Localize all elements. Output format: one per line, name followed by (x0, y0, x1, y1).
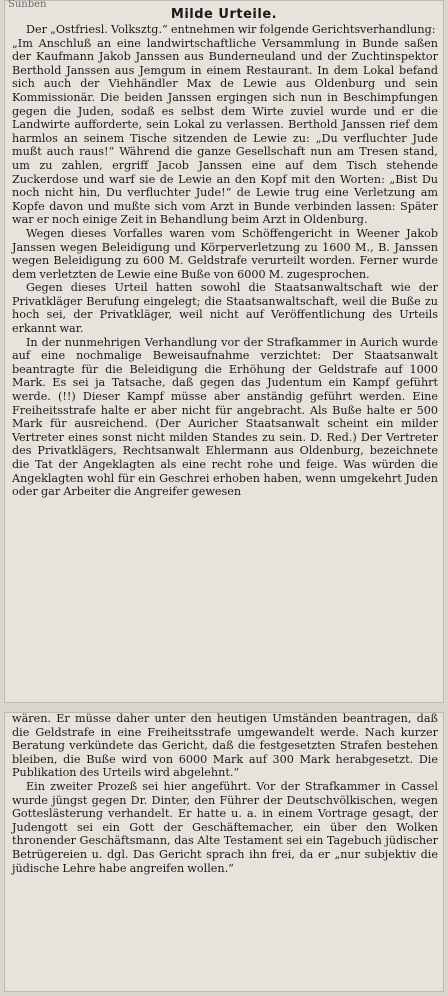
cut-off-fragment: Sunben (8, 0, 47, 7)
article-paragraph: Ein zweiter Prozeß sei hier angeführt. Vor der Strafkammer in Cassel wurde jüngst gegen Dr. Dinter, den Führer der Deutschvölkischen, wegen Gotteslästerung verhandelt. Er hatte u. a. in einem Vortrage gesagt, der Judengott sei ein Gott der Geschäftemacher, ein über den Wolken thronender Geschäftsmann, das Alte Testament sei ein Tagebuch jüdischer Betrügereien u. dgl. Das Gericht sprach ihn frei, da er „nur subjektiv die jüdische Lehre habe angreifen wollen.“ (12, 779, 438, 875)
article-paragraph: wären. Er müsse daher unter den heutigen Umständen beantragen, daß die Geldstrafe in eine Freiheitsstrafe umgewandelt werde. Nach kurzer Beratung verkündete das Gericht, daß die festgesetzten Strafen bestehen bleiben, die Buße wird von 6000 Mark auf 300 Mark herabgesetzt. Die Publikation des Urteils wird abgelehnt.“ (12, 712, 438, 780)
article-paragraph: Gegen dieses Urteil hatten sowohl die Staatsanwaltschaft wie der Privatkläger Berufung eingelegt; die Staatsanwaltschaft, weil die Buße zu hoch sei, der Privatkläger, weil nicht auf Veröffentlichung des Urteils erkannt war. (12, 281, 438, 336)
clipping-part-two (4, 712, 444, 992)
article-title: Milde Urteile. (170, 7, 278, 22)
article-paragraph: In der nunmehrigen Verhandlung vor der Strafkammer in Aurich wurde auf eine nochmalige Beweisaufnahme verzichtet: Der Staatsanwalt beantragte für die Beleidigung die Erhöhung der Geldstrafe auf 1000 Mark. Es sei ja Tatsache, daß gegen das Judentum ein Kampf geführt werde. (!!) Dieser Kampf müsse aber anständig geführt werden. Eine Freiheitsstrafe halte er aber nicht für angebracht. Als Buße halte er 500 Mark für ausreichend. (Der Auricher Staatsanwalt scheint ein milder Vertreter eines sonst nicht milden Standes zu sein. D. Red.) Der Vertreter des Privatklägers, Rechtsanwalt Ehlermann aus Oldenburg, bezeichnete die Tat der Angeklagten als eine recht rohe und feige. Was würden die Angeklagten wohl für ein Geschrei erhoben haben, wenn umgekehrt Juden oder gar Arbeiter die Angreifer gewesen (12, 335, 438, 499)
clipping-part-one (4, 0, 444, 703)
article-paragraph: Wegen dieses Vorfalles waren vom Schöffengericht in Weener Jakob Janssen wegen Beleidigung und Körperverletzung zu 1600 M., B. Janssen wegen Beleidigung zu 600 M. Geldstrafe verurteilt worden. Ferner wurde dem verletzten de Lewie eine Buße von 6000 M. zugesprochen. (12, 226, 438, 281)
article-paragraph: Der „Ostfriesl. Volksztg.“ entnehmen wir folgende Gerichtsverhandlung: „Im Anschluß an eine landwirtschaftliche Versammlung in Bunde saßen der Kaufmann Jakob Janssen aus Bunderneuland und der Zuchtinspektor Berthold Janssen aus Jemgum in einem Restaurant. In dem Lokal befand sich auch der Viehhändler Max de Lewie aus Oldenburg und sein Kommissionär. Die beiden Janssen ergingen sich nun in Beschimpfungen gegen die Juden, sodaß es selbst dem Wirte zuviel wurde und er die Landwirte aufforderte, sein Lokal zu verlassen. Berthold Janssen rief dem harmlos an seinem Tische sitzenden de Lewie zu: „Du verfluchter Jude mußt auch raus!“ Während die ganze Gesellschaft nun am Tresen stand, um zu zahlen, ergriff Jacob Janssen eine auf dem Tisch stehende Zuckerdose und warf sie de Lewie an den Kopf mit den Worten: „Bist Du noch nicht hin, Du verfluchter Jude!“ de Lewie trug eine Verletzung am Kopfe davon und mußte sich vom Arzt in Bunde verbinden lassen: Später war er noch einige Zeit in Behandlung beim Arzt in Oldenburg. (12, 23, 438, 227)
